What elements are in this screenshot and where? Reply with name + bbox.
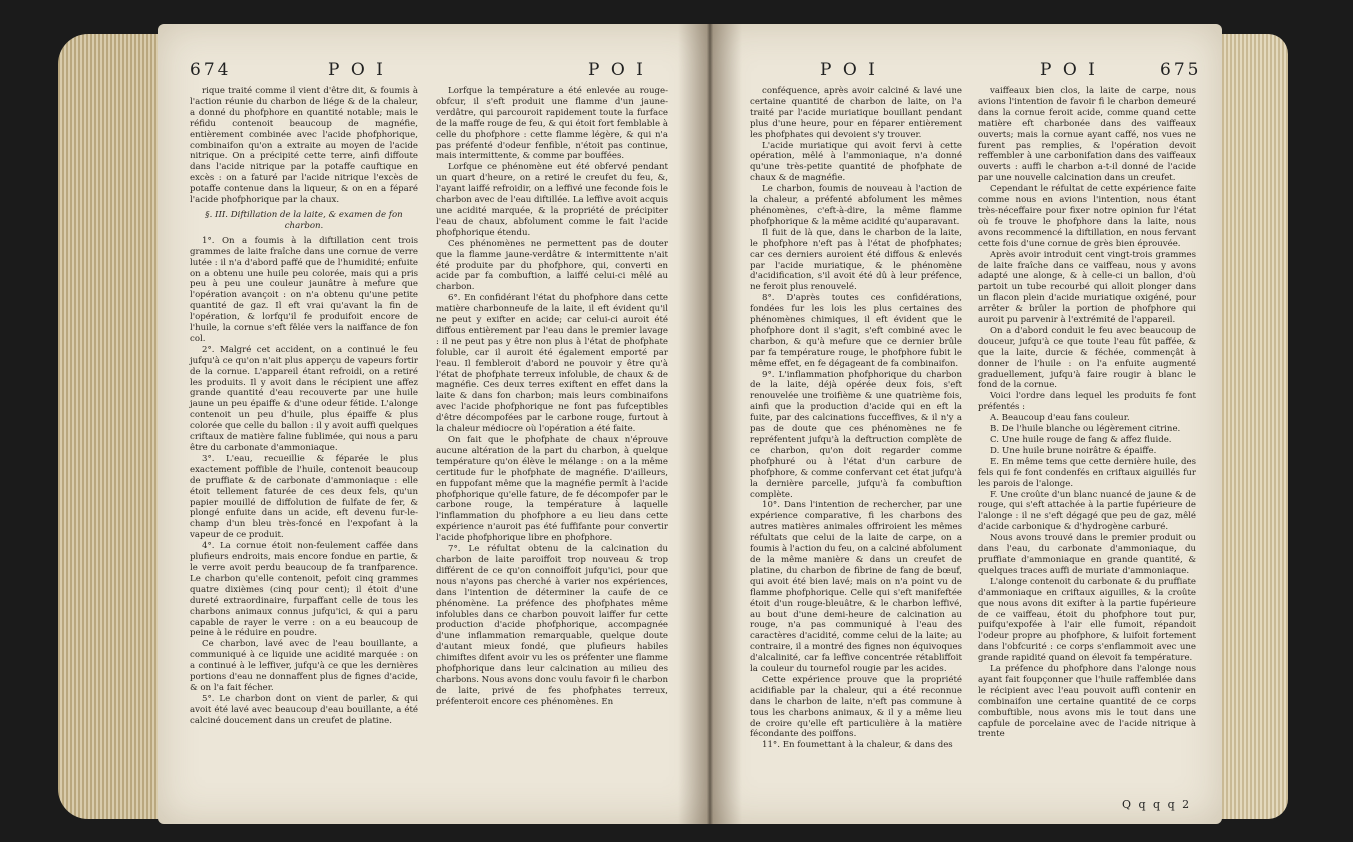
running-head-right-col1: P O I — [820, 60, 878, 80]
paragraph: §. III. Diftillation de la laite, & examen de fon charbon. — [205, 209, 403, 231]
paragraph: On a d'abord conduit le feu avec beaucoup de douceur, jufqu'à ce que toute l'eau fût paffée, & que la laite, durcie & féchée, commençât à donner de l'huile : on l'a enfuite augmenté graduellement, jufqu'à faire rougir à blanc le fond de la cornue. — [978, 325, 1196, 391]
paragraph: Cette expérience prouve que la propriété acidifiable par la chaleur, qui a été reconnue dans le charbon de laite, n'eft pas commune à tous les charbons animaux, & il y a même lieu de croire qu'elle eft particulière à la matière fécondante des poiffons. — [750, 674, 962, 740]
paragraph: 8°. D'après toutes ces confidérations, fondées fur les lois les plus certaines des phénomènes chimiques, il eft évident que le phofphore dont il s'agit, s'eft combiné avec le charbon, & qu'à mefure que ce dernier brûle par fa température rouge, le phofphore fubit le même effet, en fe dégageant de fa combinaifon. — [750, 293, 962, 369]
paragraph: A. Beaucoup d'eau fans couleur. — [990, 413, 1130, 424]
paragraph: Le charbon, foumis de nouveau à l'action de la chaleur, a préfenté abfolument les mêmes phénomènes, c'eft-à-dire, la même flamme phofphorique & la même acidité qu'auparavant. — [750, 184, 962, 227]
page-edges-left — [58, 34, 168, 819]
right-page — [710, 24, 1222, 824]
paragraph: Il fuit de là que, dans le charbon de la laite, le phofphore n'eft pas à l'état de phofphates; car ces derniers auroient été diffous & enlevés par l'acide muriatique, & le phénomène d'acidification, s'il avoit été dû à leur préfence, ne feroit plus renouvelé. — [750, 227, 962, 293]
paragraph: Voici l'ordre dans lequel les produits fe font préfentés : — [978, 391, 1196, 413]
paragraph: On fait que le phofphate de chaux n'éprouve aucune altération de la part du charbon, à quelque température qu'on élève le mélange : on a la même certitude fur le phofphate de magnéfie. D'ailleurs, en fuppofant même que la magnéfie permît à l'acide phofphorique qu'elle fature, de fe décompofer par le carbone rouge, la température à laquelle l'inflammation du phofphore a eu lieu dans cette expérience n'auroit pas été fuffifante pour convertir l'acide phofphorique libre en phofphore. — [436, 435, 668, 544]
paragraph: Après avoir introduit cent vingt-trois grammes de laite fraîche dans ce vaiffeau, nous y avons adapté une alonge, & à celle-ci un ballon, d'où partoit un tube recourbé qui alloit plonger dans un flacon plein d'acide muriatique oxigéné, pour arrêter & brûler la portion de phofphore qui auroit pu parvenir à l'extrémité de l'appareil. — [978, 249, 1196, 326]
paragraph: 11°. En foumettant à la chaleur, & dans des — [762, 740, 953, 751]
page-number-left: 674 — [190, 60, 232, 80]
left-page-column-1 — [190, 86, 418, 727]
paragraph: Lorfque la température a été enlevée au rouge-obfcur, il s'eft produit une flamme d'un jaune-verdâtre, qui parcouroit rapidement toute la furface de la maffe rouge de feu, & qui étoit fort femblable à celle du phofphore : cette flamme légère, & qui n'a pas préfenté d'odeur fenfible, n'étoit pas continue, mais intermittente, & comme par bouffées. — [436, 86, 668, 162]
open-book — [58, 24, 1288, 824]
paragraph: 4°. La cornue étoit non-feulement caffée dans plufieurs endroits, mais encore fondue en partie, & le verre avoit perdu beaucoup de fa tranfparence. Le charbon qu'elle contenoit, pefoit cinq grammes quatre dixièmes (cinq pour cent); il étoit d'une dureté extraordinaire, furpaffant celle de tous les charbons animaux connus jufqu'ici, & qui a paru capable de rayer le verre : on a eu beaucoup de peine à le réduire en poudre. — [190, 541, 418, 639]
paragraph: 2°. Malgré cet accident, on a continué le feu jufqu'à ce qu'on n'ait plus apperçu de vapeurs fortir de la cornue. L'appareil étant refroidi, on a retiré les produits. Il y avoit dans le récipient une affez grande quantité d'eau recouverte par une huile jaune un peu épaiffe & d'une odeur fétide. L'alonge contenoit un peu d'huile, plus épaiffe & plus colorée que celle du ballon : il y avoit auffi quelques criftaux de matière faline fublimée, qui nous a paru être du carbonate d'ammoniaque. — [190, 344, 418, 453]
paragraph: rique traité comme il vient d'être dit, & foumis à l'action réunie du charbon de liége & de la chaleur, a donné du phofphore en quantité notable; mais le réfidu contenoit beaucoup de magnéfie, entièrement combinée avec l'acide phofphorique, combinaifon qu'on a extraite au moyen de l'acide nitrique. On a précipité cette terre, ainfi diffoute dans l'acide nitrique par la potaffe cauftique en excès : on a faturé par l'acide nitrique l'excès de potaffe contenue dans la liqueur, & on en a féparé l'acide phofphorique par la chaux. — [190, 86, 418, 206]
paragraph: Nous avons trouvé dans le premier produit ou dans l'eau, du carbonate d'ammoniaque, du pruffiate d'ammoniaque en grande quantité, & quelques traces auffi de muriate d'ammoniaque. — [978, 533, 1196, 576]
paragraph: 1°. On a foumis à la diftillation cent trois grammes de laite fraîche dans une cornue de verre lutée : il n'a d'abord paffé que de l'humidité; enfuite on a obtenu une huile peu colorée, mais qui a pris peu à peu une couleur jaunâtre à mefure que l'opération avançoit : on n'a obtenu qu'une petite quantité de gaz. Il eft vrai qu'avant la fin de l'opération, & lorfqu'il fe produifoit encore de l'huile, la cornue s'eft fêlée vers la naiffance de fon col. — [190, 235, 418, 344]
paragraph: 10°. Dans l'intention de rechercher, par une expérience comparative, fi les charbons des autres matières animales offriroient les mêmes réfultats que celui de la laite de carpe, on a foumis à l'action du feu, on a calciné abfolument de la même manière & dans un creufet de platine, du charbon de fibrine de fang de bœuf, qui avoit été bien lavé; mais on n'a point vu de flamme phofphorique. Celle qui s'eft manifeftée étoit d'un rouge-bleuâtre, & le charbon leffivé, au bout d'une demi-heure de calcination au rouge, n'a pas communiqué à l'eau des caractères d'acidité, comme celui de la laite; au contraire, il a montré des fignes non équivoques d'alcalinité, car fa leffive concentrée rétabliffoit la couleur du tournefol rougie par les acides. — [750, 500, 962, 675]
paragraph: Cependant le réfultat de cette expérience faite comme nous en avions l'intention, nous étant très-néceffaire pour fixer notre opinion fur l'état où fe trouve le phofphore dans la laite, nous avons recommencé la diftillation, en nous fervant cette fois d'une cornue de grès bien éprouvée. — [978, 184, 1196, 249]
paragraph: E. En même tems que cette dernière huile, des fels qui fe font condenfés en criftaux aiguillés fur les parois de l'alonge. — [978, 456, 1196, 489]
paragraph: 3°. L'eau, recueillie & féparée le plus exactement poffible de l'huile, contenoit beaucoup de pruffiate & de carbonate d'ammoniaque : elle étoit tellement faturée de ces deux fels, qu'un papier mouillé de diffolution de fulfate de fer, & plongé enfuite dans un acide, eft devenu fur-le-champ d'un bleu très-foncé en l'expofant à la vapeur de ce produit. — [190, 453, 418, 541]
left-page — [158, 24, 710, 824]
paragraph: C. Une huile rouge de fang & affez fluide. — [990, 435, 1172, 445]
paragraph: Ce charbon, lavé avec de l'eau bouillante, a communiqué à ce liquide une acidité marquée : on a continué à le leffiver, jufqu'à ce que les dernières portions d'eau ne donnaffent plus de fignes d'acide, & on l'a fait fécher. — [190, 639, 418, 693]
page-edges-right — [1218, 34, 1288, 819]
paragraph: 6°. En confidérant l'état du phofphore dans cette matière charbonneufe de la laite, il eft évident qu'il ne peut y exifter en acide; car celui-ci auroit été diffous entièrement par l'eau dans le premier lavage : il ne peut pas y être non plus à l'état de phofphate foluble, car il auroit été également emporté par l'eau. Il fembleroit d'abord ne pouvoir y être qu'à l'état de phofphate terreux infoluble, de chaux & de magnéfie. Ces deux terres exiftent en effet dans la laite & dans fon charbon; mais leurs combinaifons avec l'acide phofphorique ne font pas fufceptibles d'être décompofées par le carbone rouge, furtout à la chaleur médiocre où l'opération a été faite. — [436, 293, 668, 435]
paragraph: conféquence, après avoir calciné & lavé une certaine quantité de charbon de laite, on l'a traité par l'acide muriatique bouillant pendant plus d'une heure, pour en féparer entièrement les phofphates qui devoient s'y trouver. — [750, 86, 962, 140]
paragraph: 7°. Le réfultat obtenu de la calcination du charbon de laite paroiffoit trop nouveau & trop différent de ce qu'on connoiffoit jufqu'ici, pour que nous n'ayons pas cherché à varier nos expériences, dans l'intention de déterminer la caufe de ce phénomène. La préfence des phofphates même infolubles dans ce charbon pouvoit laiffer fur cette production d'acide phofphorique, accompagnée d'une inflammation remarquable, quelque doute d'autant mieux fondé, que plufieurs habiles chimiftes difent avoir vu les os préfenter une flamme phofphorique dans leur calcination au milieu des charbons. Nous avons donc voulu favoir fi le charbon de laite, privé de fes phofphates terreux, préfenteroit encore ces phénomènes. En — [436, 544, 668, 707]
running-head-left-col1: P O I — [328, 60, 386, 80]
paragraph: F. Une croûte d'un blanc nuancé de jaune & de rouge, qui s'eft attachée à la partie fupérieure de l'alonge : il ne s'eft dégagé que peu de gaz, mêlé d'acide carbonique & d'hydrogène carburé. — [978, 489, 1196, 533]
right-page-column-1 — [750, 86, 962, 751]
paragraph: 9°. L'inflammation phofphorique du charbon de la laite, déjà opérée deux fois, s'eft renouvelée une troifième & une quatrième fois, ainfi que la production d'acide qui en eft la fuite, par des calcinations fucceffives, & il n'y a pas de doute que ces phénomènes ne fe repréfentent jufqu'à la deftruction complète de ce charbon, qu'on doit regarder comme phofphuré ou à l'état d'un carbure de phofphore, & comme confervant cet état jufqu'à la dernière parcelle, jufqu'à fa combuftion complète. — [750, 369, 962, 500]
paragraph: La préfence du phofphore dans l'alonge nous ayant fait foupçonner que l'huile raffemblée dans le récipient avec l'eau pouvoit auffi contenir en combinaifon une certaine quantité de ce corps combuftible, nous avons mis le tout dans une capfule de porcelaine avec de l'acide nitrique à trente — [978, 664, 1196, 740]
left-page-column-2 — [436, 86, 668, 708]
paragraph: L'alonge contenoit du carbonate & du pruffiate d'ammoniaque en criftaux aiguilles, & la croûte que nous avons dit exifter à la partie fupérieure de ce vaiffeau, étoit du phofphore tout pur, puifqu'expofée à l'air elle fumoit, répandoit l'odeur propre au phofphore, & luifoit fortement dans l'obfcurité : ce corps s'enflammoit avec une grande rapidité quand on élevoit fa température. — [978, 576, 1196, 664]
paragraph: D. Une huile brune noirâtre & épaiffe. — [990, 445, 1157, 456]
paragraph: 5°. Le charbon dont on vient de parler, & qui avoit été lavé avec beaucoup d'eau bouillante, a été calciné doucement dans un creufet de platine. — [190, 693, 418, 726]
paragraph: Lorfque ce phénomène eut été obfervé pendant un quart d'heure, on a retiré le creufet du feu, &, l'ayant laiffé refroidir, on a leffivé une feconde fois le charbon avec de l'eau diftillée. La leffive avoit acquis une acidité marquée, & la propriété de précipiter l'eau de chaux, abfolument comme le fait l'acide phofphorique étendu. — [436, 162, 668, 238]
paragraph: Ces phénomènes ne permettent pas de douter que la flamme jaune-verdâtre & intermittente n'ait été produite par du phofphore, qui, converti en acide par fa combuftion, a laiffé celui-ci mêlé au charbon. — [436, 238, 668, 293]
running-head-left-col2: P O I — [588, 60, 646, 80]
paragraph: B. De l'huile blanche ou légèrement citrine. — [990, 424, 1181, 435]
paragraph: vaiffeaux bien clos, la laite de carpe, nous avions l'intention de favoir fi le charbon demeuré dans la cornue feroit acide, comme quand cette matière eft charbonée dans des vaiffeaux ouverts; mais la cornue ayant caffé, nos vues ne furent pas remplies, & l'opération devoit reffembler à une carbonifation dans des vaiffeaux ouverts : auffi le charbon a-t-il donné de l'acide par une nouvelle calcination dans un creufet. — [978, 86, 1196, 184]
signature-mark: Q q q q 2 — [1122, 798, 1192, 811]
running-head-right-col2: P O I — [1040, 60, 1098, 80]
right-page-column-2 — [978, 86, 1196, 740]
page-number-right: 675 — [1160, 60, 1202, 80]
paragraph: L'acide muriatique qui avoit fervi à cette opération, mêlé à l'ammoniaque, n'a donné qu'une très-petite quantité de phofphate de chaux & de magnéfie. — [750, 140, 962, 184]
